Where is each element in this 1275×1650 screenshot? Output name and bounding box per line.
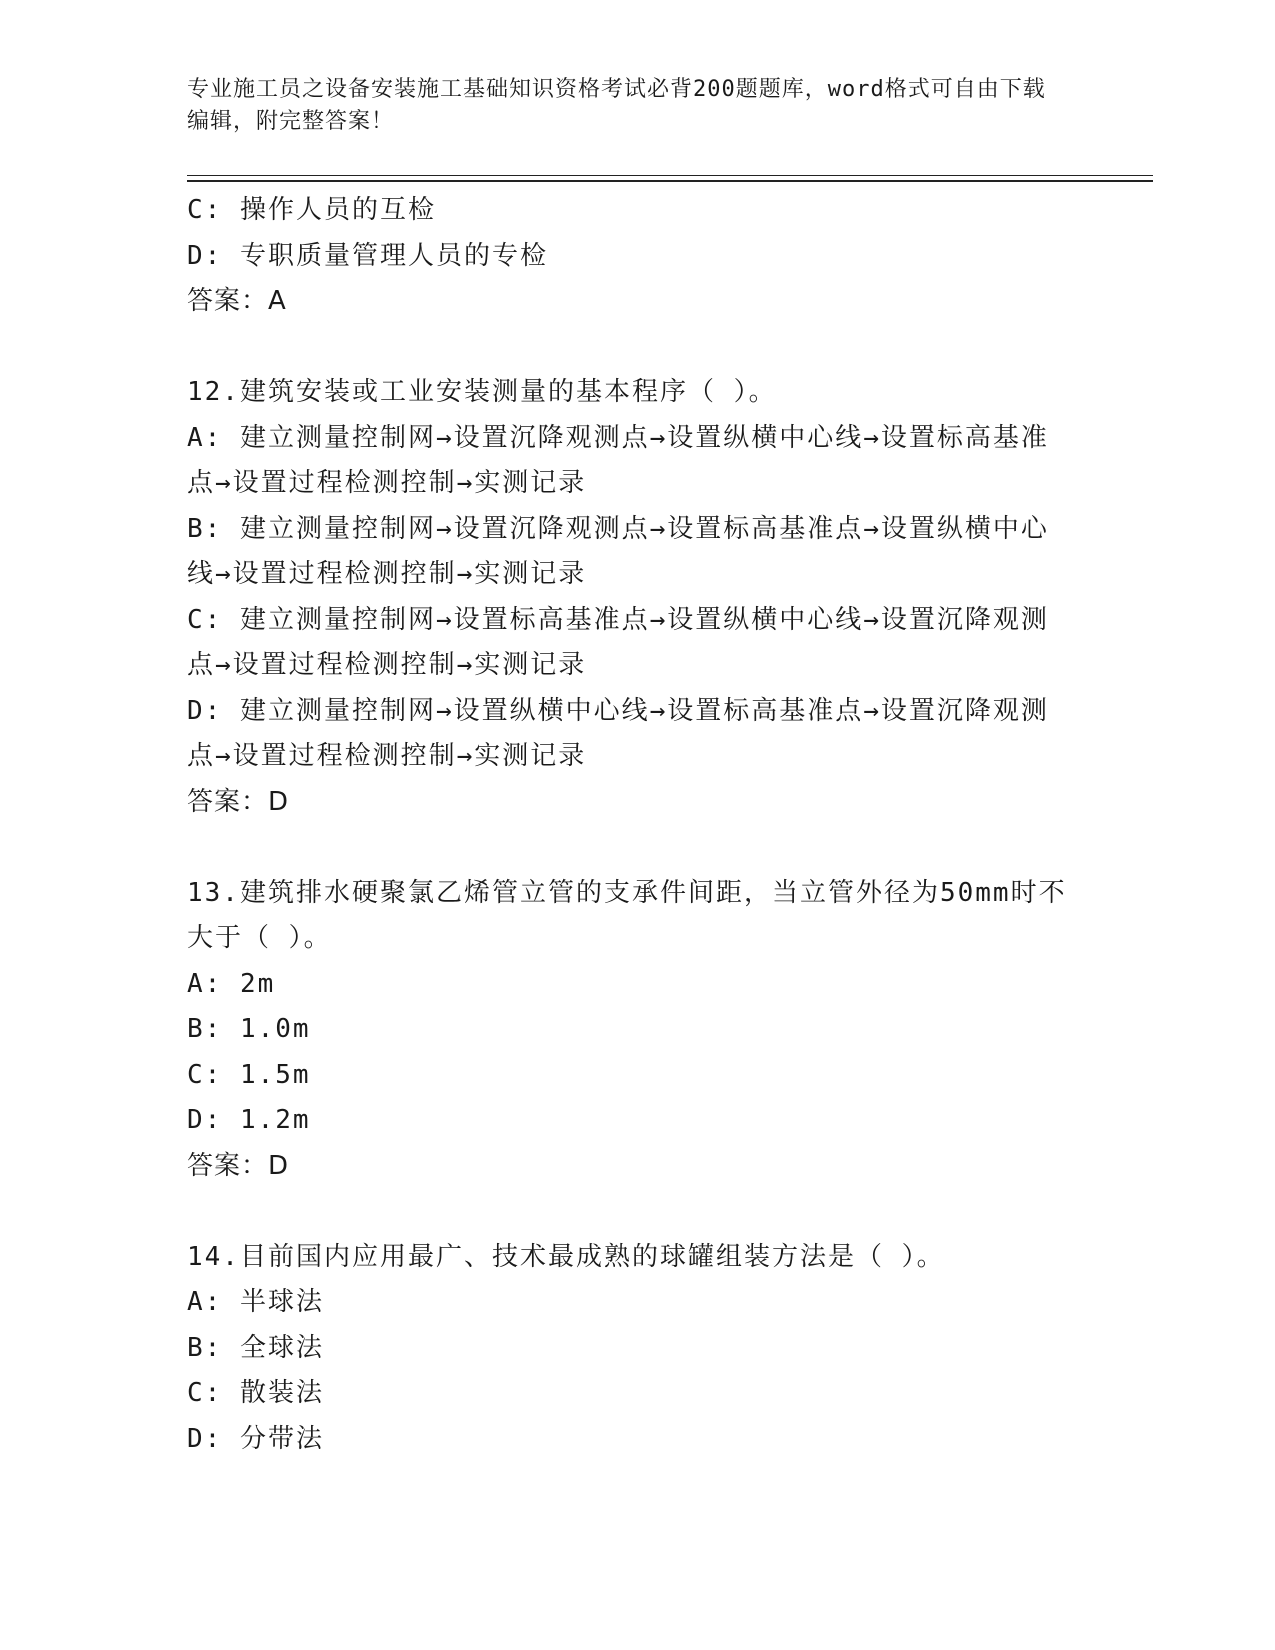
q14-question: 14.目前国内应用最广、技术最成熟的球罐组装方法是（ ）。: [187, 1241, 945, 1272]
question-11-continued: [187, 188, 1067, 325]
document-header: 专业施工员之设备安装施工基础知识资格考试必背200题题库，word格式可自由下载编辑，附完整答案！: [187, 77, 1046, 134]
q13-question: 13.建筑排水硬聚氯乙烯管立管的支承件间距，当立管外径为50mm时不大于（ ）。: [187, 877, 1067, 953]
question-content: [187, 188, 1067, 1462]
q13-option-c: C: 1.5m: [187, 1059, 311, 1090]
q11-answer: 答案：A: [187, 286, 287, 316]
q12-question: 12.建筑安装或工业安装测量的基本程序（ ）。: [187, 377, 777, 407]
question-13: [187, 871, 1067, 1190]
q11-option-d: D: 专职质量管理人员的专检: [187, 240, 548, 271]
q11-option-c: C: 操作人员的互检: [187, 195, 436, 225]
question-12: [187, 370, 1067, 825]
header-rule-thin: [187, 175, 1153, 176]
q13-answer: 答案：D: [187, 1150, 290, 1181]
q14-option-d: D: 分带法: [187, 1423, 324, 1454]
q14-option-b: B: 全球法: [187, 1332, 324, 1363]
header-rule-thick: [187, 180, 1153, 182]
q12-option-c: C: 建立测量控制网→设置标高基准点→设置纵横中心线→设置沉降观测点→设置过程检测控制→实测记录: [187, 604, 1049, 680]
q13-option-b: B: 1.0m: [187, 1014, 311, 1044]
q13-option-d: D: 1.2m: [187, 1105, 311, 1135]
q14-option-c: C: 散装法: [187, 1378, 324, 1408]
question-14: [187, 1235, 1067, 1463]
spacer: [187, 1189, 1067, 1235]
spacer: [187, 825, 1067, 871]
spacer: [187, 325, 1067, 371]
q12-option-a: A: 建立测量控制网→设置沉降观测点→设置纵横中心线→设置标高基准点→设置过程检测控制→实测记录: [187, 422, 1049, 498]
q12-option-b: B: 建立测量控制网→设置沉降观测点→设置标高基准点→设置纵横中心线→设置过程检测控制→实测记录: [187, 513, 1049, 589]
q12-option-d: D: 建立测量控制网→设置纵横中心线→设置标高基准点→设置沉降观测点→设置过程检测控制→实测记录: [187, 695, 1049, 771]
q12-answer: 答案：D: [187, 786, 290, 817]
q14-option-a: A: 半球法: [187, 1287, 324, 1317]
q13-option-a: A: 2m: [187, 968, 276, 999]
